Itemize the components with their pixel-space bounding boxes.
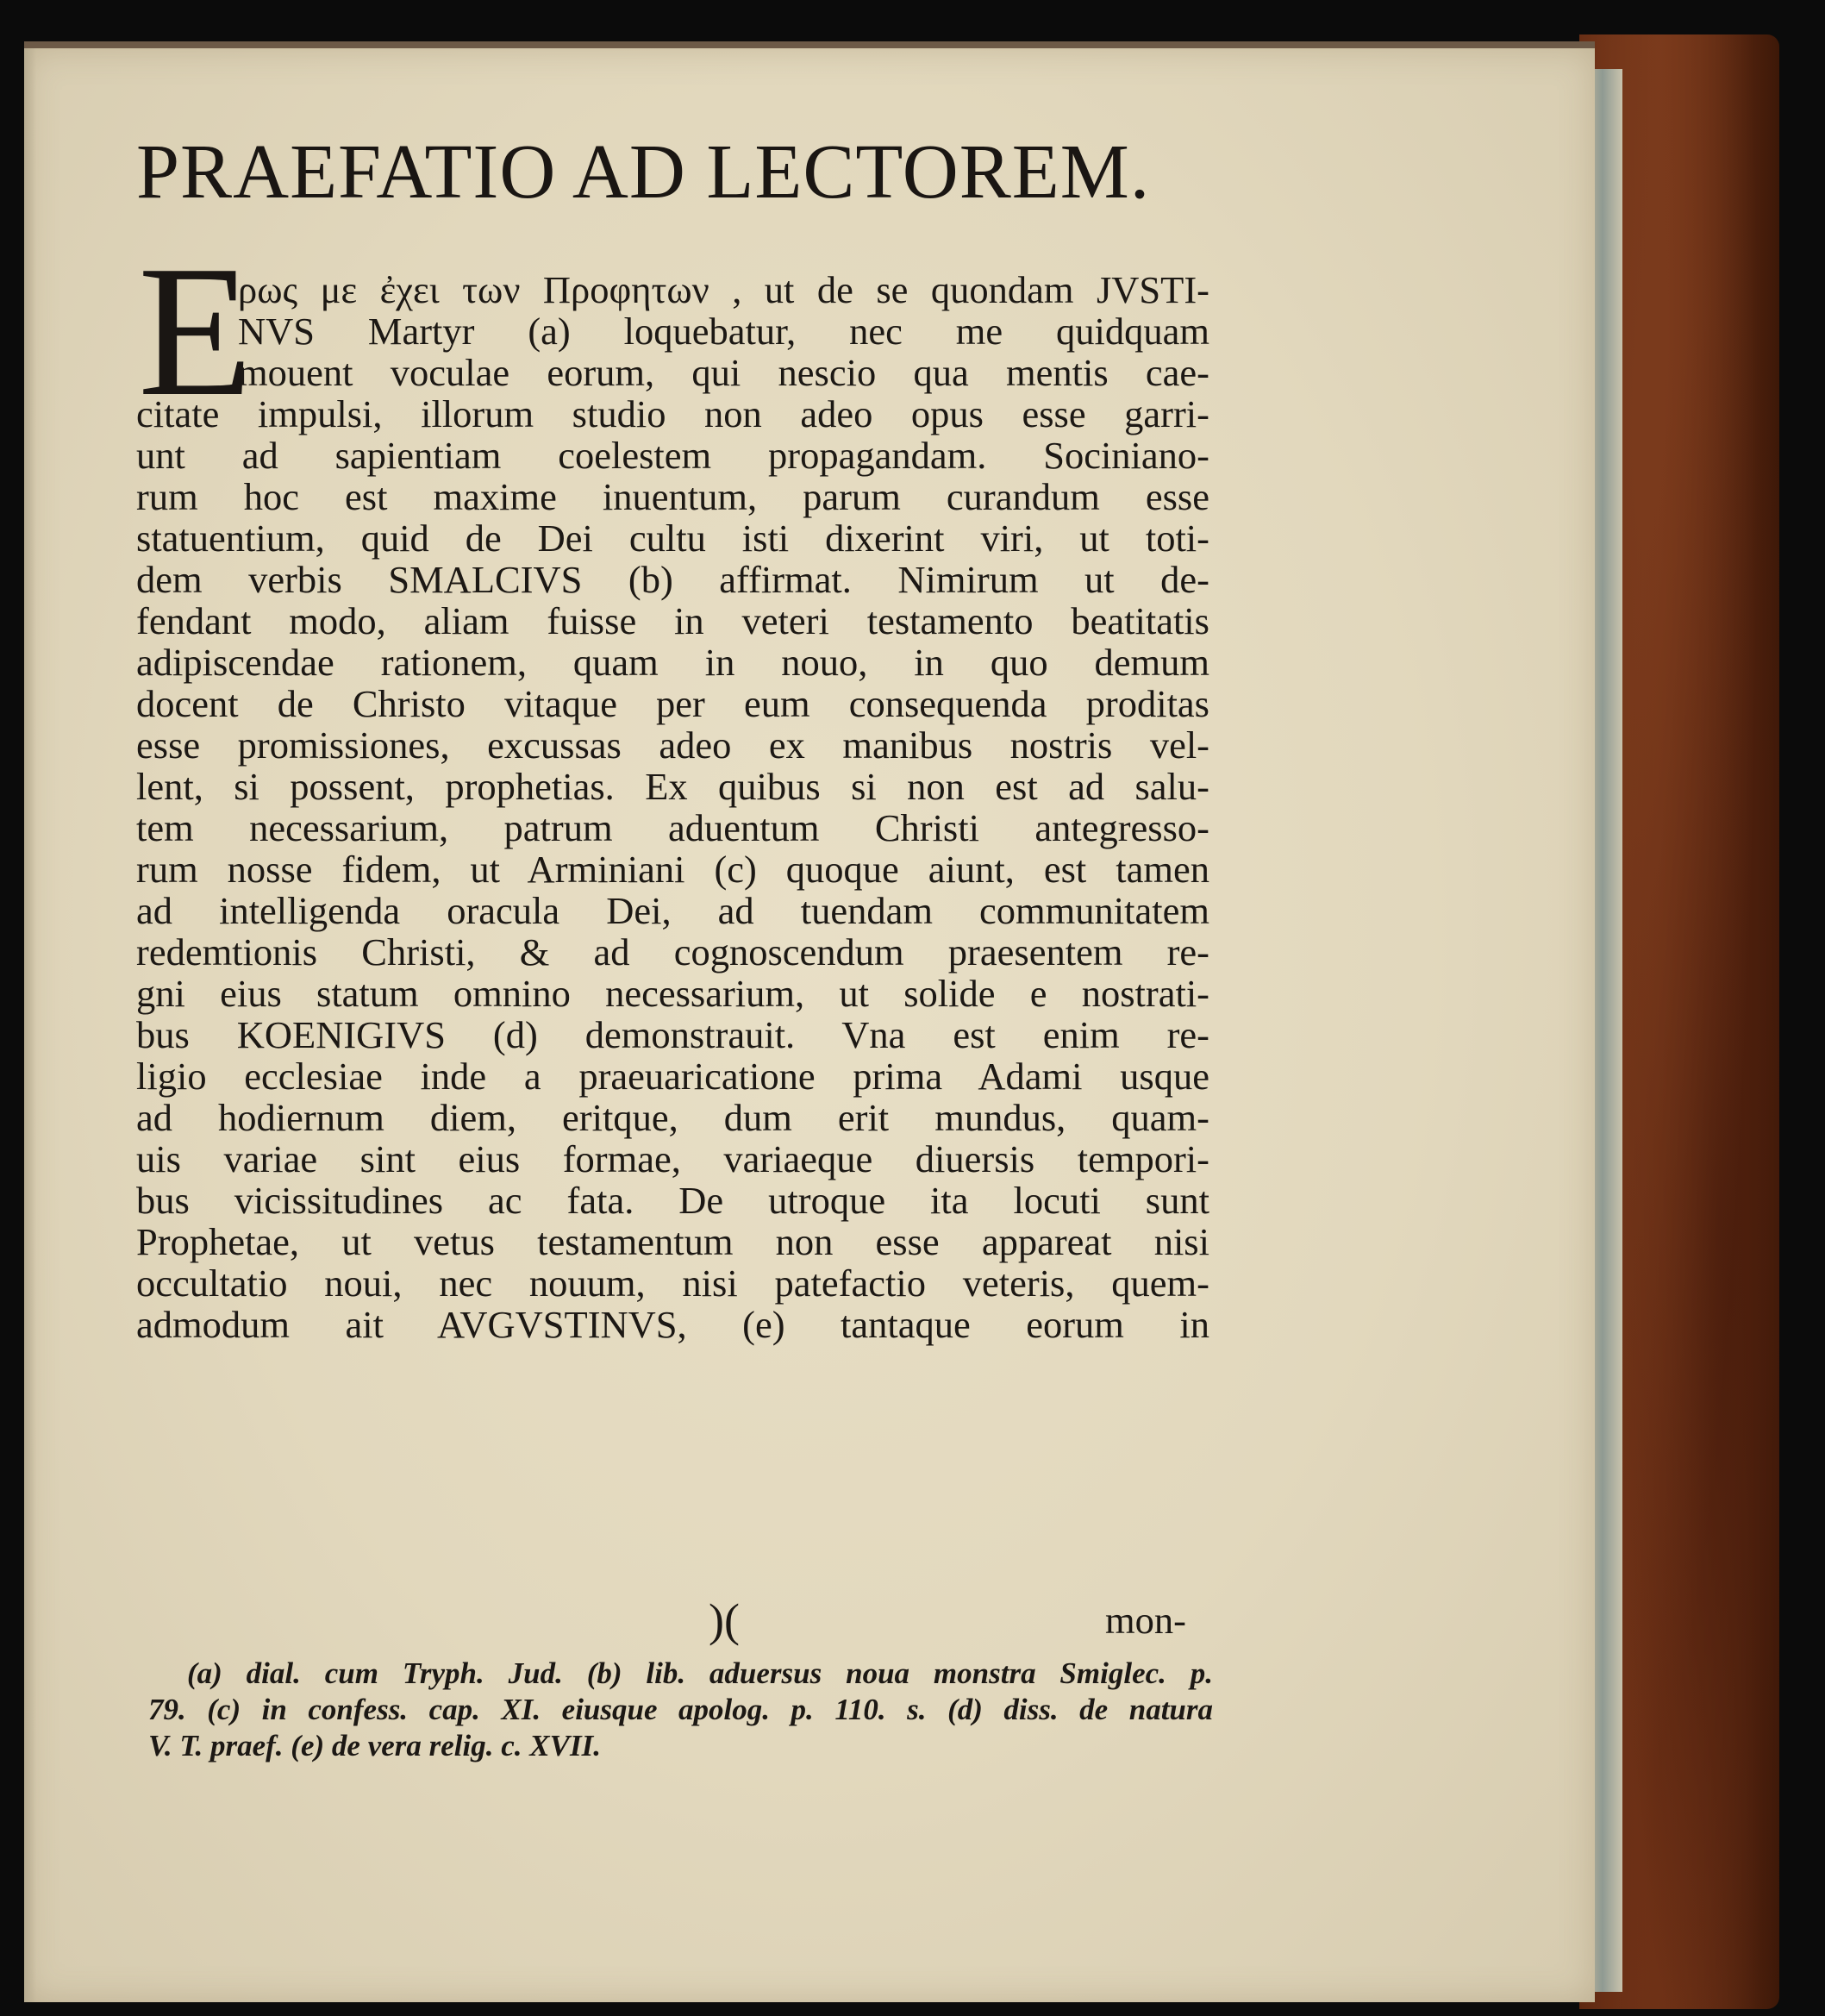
text-line: gni eius statum omnino necessarium, ut solide e nostrati-	[136, 972, 1209, 1015]
text-line: bus KOENIGIVS (d) demonstrauit. Vna est enim re-	[136, 1013, 1209, 1056]
text-line: admodum ait AVGVSTINVS, (e) tantaque eorum in	[136, 1303, 1209, 1346]
text-line: citate impulsi, illorum studio non adeo opus esse garri-	[136, 392, 1209, 435]
page-gutter	[24, 48, 36, 2002]
drop-cap: E	[138, 228, 253, 435]
text-line: ρως με ἐχει των Προφητων , ut de se quondam JVSTI-	[238, 268, 1209, 311]
text-line: dem verbis SMALCIVS (b) affirmat. Nimirum ut de-	[136, 558, 1209, 601]
text-line: rum hoc est maxime inuentum, parum curandum esse	[136, 475, 1209, 518]
footnote-line: (a) dial. cum Tryph. Jud. (b) lib. aduersus noua monstra Smiglec. p.	[187, 1656, 1213, 1690]
text-line: rum nosse fidem, ut Arminiani (c) quoque aiunt, est tamen	[136, 848, 1209, 891]
text-line: statuentium, quid de Dei cultu isti dixerint viri, ut toti-	[136, 517, 1209, 560]
text-line: docent de Christo vitaque per eum consequenda proditas	[136, 682, 1209, 725]
text-line: occultatio noui, nec nouum, nisi patefactio veteris, quem-	[136, 1262, 1209, 1305]
text-line: mouent voculae eorum, qui nescio qua mentis cae-	[238, 351, 1209, 394]
text-line: lent, si possent, prophetias. Ex quibus si non est ad salu-	[136, 765, 1209, 808]
text-line: esse promissiones, excussas adeo ex manibus nostris vel-	[136, 723, 1209, 767]
text-line: adipiscendae rationem, quam in nouo, in quo demum	[136, 641, 1209, 684]
text-line: uis variae sint eius formae, variaeque diuersis tempori-	[136, 1137, 1209, 1180]
text-line: Prophetae, ut vetus testamentum non esse appareat nisi	[136, 1220, 1209, 1263]
text-line: fendant modo, aliam fuisse in veteri testamento beatitatis	[136, 599, 1209, 642]
text-line: redemtionis Christi, & ad cognoscendum praesentem re-	[136, 930, 1209, 974]
text-line: ad intelligenda oracula Dei, ad tuendam communitatem	[136, 889, 1209, 932]
catchword: mon-	[1105, 1599, 1186, 1642]
text-line: ligio ecclesiae inde a praeuaricatione prima Adami usque	[136, 1055, 1209, 1098]
footnote-line: V. T. praef. (e) de vera relig. c. XVII.	[148, 1729, 601, 1762]
footnotes	[148, 1656, 1213, 1764]
text-line: bus vicissitudines ac fata. De utroque ita locuti sunt	[136, 1179, 1209, 1222]
body-text	[136, 269, 1209, 1345]
text-line: tem necessarium, patrum aduentum Christi antegresso-	[136, 806, 1209, 849]
text-line: NVS Martyr (a) loquebatur, nec me quidquam	[238, 310, 1209, 353]
text-line: ad hodiernum diem, eritque, dum erit mundus, quam-	[136, 1096, 1209, 1139]
text-line: unt ad sapientiam coelestem propagandam. Sociniano-	[136, 434, 1209, 477]
signature-mark: )(	[709, 1594, 740, 1646]
footnote-line: 79. (c) in confess. cap. XI. eiusque apolog. p. 110. s. (d) diss. de natura	[148, 1693, 1213, 1726]
page-title: PRAEFATIO AD LECTOREM.	[136, 129, 1151, 215]
